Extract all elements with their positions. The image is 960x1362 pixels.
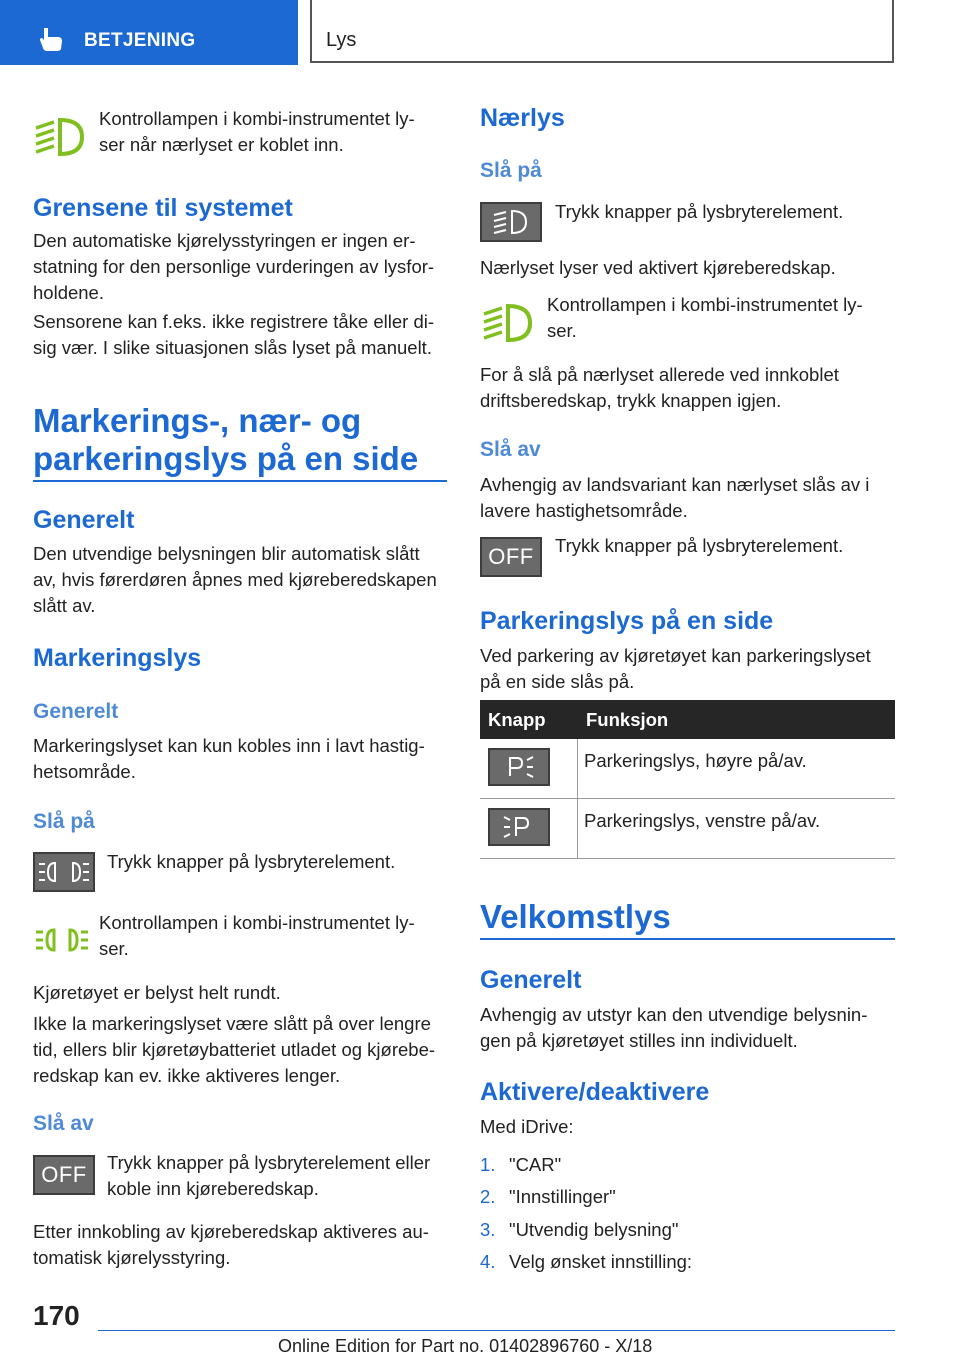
list-item: 3. "Utvendig belysning" (480, 1219, 679, 1240)
chapter-title: BETJENING (84, 30, 196, 51)
table-column-divider (577, 739, 578, 858)
marker-heading: Markeringslys (33, 644, 202, 672)
main-heading: Markerings-, nær- og parkeringslys på en side (33, 402, 419, 477)
marker-off-heading: Slå av (33, 1112, 94, 1135)
welcome-heading-rule (480, 938, 895, 940)
low-beam-off-paragraph: Avhengig av landsvariant kan nærlyset slås av i lavere hastighetsområde. (480, 474, 870, 521)
row-function: Parkeringslys, venstre på/av. (584, 810, 821, 831)
table-row (480, 799, 895, 859)
marker-on-paragraph-1: Kjøretøyet er belyst helt rundt. (33, 982, 281, 1003)
marker-on-heading: Slå på (33, 810, 95, 833)
side-lights-button-image (33, 852, 95, 892)
indicator-text: Kontrollampen i kombi-instrumentet ly- ser når nærlyset er koblet inn. (99, 108, 415, 155)
low-beam-on-paragraph-1: Nærlyset lyser ved aktivert kjøreberedskap. (480, 257, 836, 278)
low-beam-on-paragraph-2: For å slå på nærlyset allerede ved innkoblet driftsberedskap, trykk knappen igjen. (480, 364, 839, 411)
low-beam-off-heading: Slå av (480, 438, 541, 461)
off-button-image-2 (480, 537, 542, 577)
welcome-general-heading: Generelt (480, 966, 582, 994)
welcome-general-paragraph: Avhengig av utstyr kan den utvendige belysnin- gen på kjøretøyet stilles inn individuelt. (480, 1004, 868, 1051)
off-label-2: OFF (488, 544, 534, 569)
low-beam-on-heading: Slå på (480, 159, 542, 182)
column-header-function: Funksjon (586, 708, 669, 730)
off-button-image (33, 1155, 95, 1195)
table-header (480, 700, 895, 739)
marker-general-heading: Generelt (33, 700, 119, 723)
marker-off-press: Trykk knapper på lysbryterelement eller koble inn kjøreberedskap. (107, 1152, 431, 1199)
limits-paragraph-1: Den automatiske kjørelysstyringen er ingen er- statning for den personlige vurderingen av lysfor- holdene. (33, 230, 435, 303)
section-header (310, 0, 894, 63)
list-item: 4. Velg ønsket innstilling: (480, 1251, 693, 1272)
marker-off-paragraph: Etter innkobling av kjøreberedskap aktiveres au- tomatisk kjørelysstyring. (33, 1221, 429, 1268)
marker-on-press: Trykk knapper på lysbryterelement. (107, 851, 396, 872)
general-paragraph: Den utvendige belysningen blir automatisk slått av, hvis førerdøren åpnes med kjøreberedskapen slått av. (33, 543, 437, 616)
edition-text: Online Edition for Part no. 01402896760 - X/18 (278, 1336, 653, 1356)
chapter-tab (0, 0, 298, 65)
parking-lights-paragraph: Ved parkering av kjøretøyet kan parkeringslyset på en side slås på. (480, 645, 871, 692)
parking-right-button-image (488, 748, 550, 786)
low-beam-heading: Nærlys (480, 104, 565, 132)
limits-heading: Grensene til systemet (33, 194, 293, 222)
low-beam-on-indicator-text: Kontrollampen i kombi-instrumentet ly- ser. (547, 294, 863, 341)
marker-on-indicator-text: Kontrollampen i kombi-instrumentet ly- ser. (99, 912, 415, 959)
low-beam-icon (482, 204, 540, 240)
general-heading: Generelt (33, 506, 135, 534)
footer-rule (98, 1330, 895, 1331)
low-beam-button-image (480, 202, 542, 242)
welcome-heading: Velkomstlys (480, 898, 671, 935)
section-title: Lys (326, 29, 357, 51)
side-lights-icon (35, 854, 93, 890)
parking-light-left-icon (490, 810, 548, 844)
list-item: 1. "CAR" (480, 1154, 562, 1175)
limits-paragraph-2: Sensorene kan f.eks. ikke registrere tåke eller di- sig vær. I slike situasjonen slås lyset på manuelt. (33, 311, 435, 358)
hand-pointer-icon (38, 26, 64, 52)
activate-paragraph: Med iDrive: (480, 1116, 574, 1137)
page-number: 170 (33, 1300, 80, 1331)
side-lights-indicator-icon (34, 924, 90, 956)
marker-general-paragraph: Markeringslyset kan kun kobles inn i lavt hastig- hetsområde. (33, 735, 425, 782)
parking-light-right-icon (490, 750, 548, 784)
parking-left-button-image (488, 808, 550, 846)
low-beam-indicator-icon (34, 116, 86, 158)
heading-rule (33, 480, 447, 482)
low-beam-off-press: Trykk knapper på lysbryterelement. (555, 535, 844, 556)
marker-on-paragraph-2: Ikke la markeringslyset være slått på over lengre tid, ellers blir kjøretøybatteriet utladet og kjørebe- redskap kan ev. ikke aktiveres lenger. (33, 1013, 436, 1086)
low-beam-on-press: Trykk knapper på lysbryterelement. (555, 201, 844, 222)
off-label: OFF (41, 1162, 87, 1187)
column-header-button: Knapp (488, 708, 546, 730)
row-function: Parkeringslys, høyre på/av. (584, 750, 807, 771)
parking-lights-table (480, 700, 895, 859)
low-beam-indicator-icon-2 (482, 302, 534, 344)
table-row (480, 739, 895, 799)
list-item: 2. "Innstillinger" (480, 1186, 616, 1207)
parking-lights-heading: Parkeringslys på en side (480, 607, 774, 635)
activate-heading: Aktivere/deaktivere (480, 1078, 710, 1106)
